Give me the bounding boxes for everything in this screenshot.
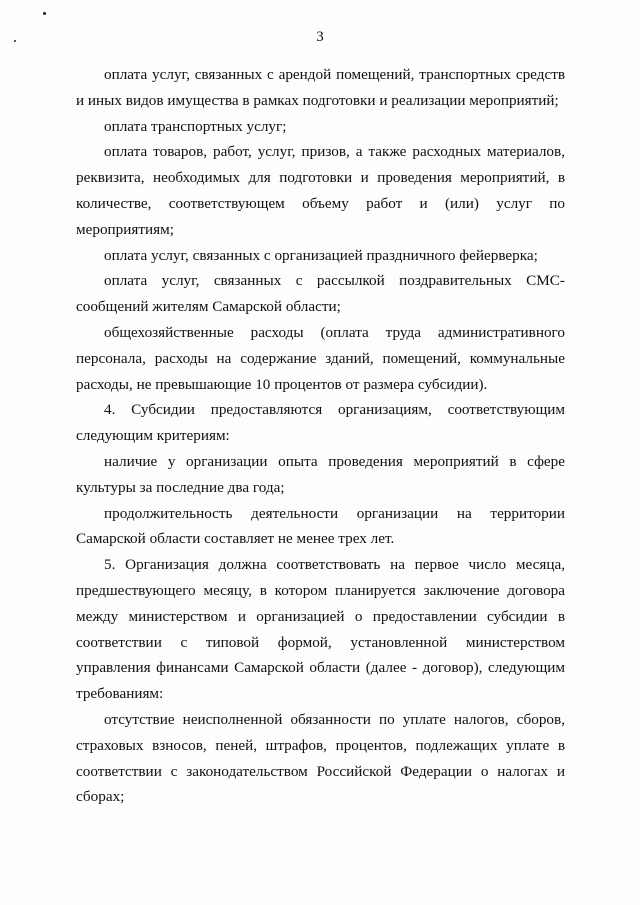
paragraph-sms-mailing: оплата услуг, связанных с рассылкой поздравительных СМС-сообщений жителям Самарской области; (76, 272, 565, 316)
paragraph-goods-and-materials: оплата товаров, работ, услуг, призов, а также расходных материалов, реквизита, необходимых для подготовки и проведения мероприятий, в количестве, соответствующем объему работ и (или) услуг по мероприятиям; (76, 143, 565, 238)
paragraph-fireworks: оплата услуг, связанных с организацией праздничного фейерверка; (104, 246, 538, 264)
document-body (76, 62, 565, 810)
paragraph-section-5: 5. Организация должна соответствовать на первое число месяца, предшествующего месяцу, в котором планируется заключение договора между министерством и организацией о предоставлении субсидии в соответствии с типовой формой, установленной министерством управления финансами Самарской области (далее - договор), следующим требованиям: (76, 556, 565, 703)
page-number: 3 (316, 29, 324, 45)
paragraph-rent-services: оплата услуг, связанных с арендой помещений, транспортных средств и иных видов имущества в рамках подготовки и реализации мероприятий; (76, 66, 565, 109)
paragraph-general-expenses: общехозяйственные расходы (оплата труда административного персонала, расходы на содержание зданий, помещений, коммунальные расходы, не превышающие 10 процентов от размера субсидии). (76, 323, 565, 393)
paragraph-criterion-duration: продолжительность деятельности организации на территории Самарской области составляет не менее трех лет. (76, 504, 565, 548)
paragraph-section-4: 4. Субсидии предоставляются организациям, соответствующим следующим критериям: (76, 401, 565, 445)
paragraph-criterion-experience: наличие у организации опыта проведения мероприятий в сфере культуры за последние два года; (76, 452, 565, 496)
paragraph-no-tax-debt: отсутствие неисполненной обязанности по уплате налогов, сборов, страховых взносов, пеней, штрафов, процентов, подлежащих уплате в соответствии с законодательством Российской Федерации о налогах и сборах; (76, 710, 565, 806)
paragraph-transport-services: оплата транспортных услуг; (104, 117, 287, 135)
scan-speck (43, 12, 46, 15)
